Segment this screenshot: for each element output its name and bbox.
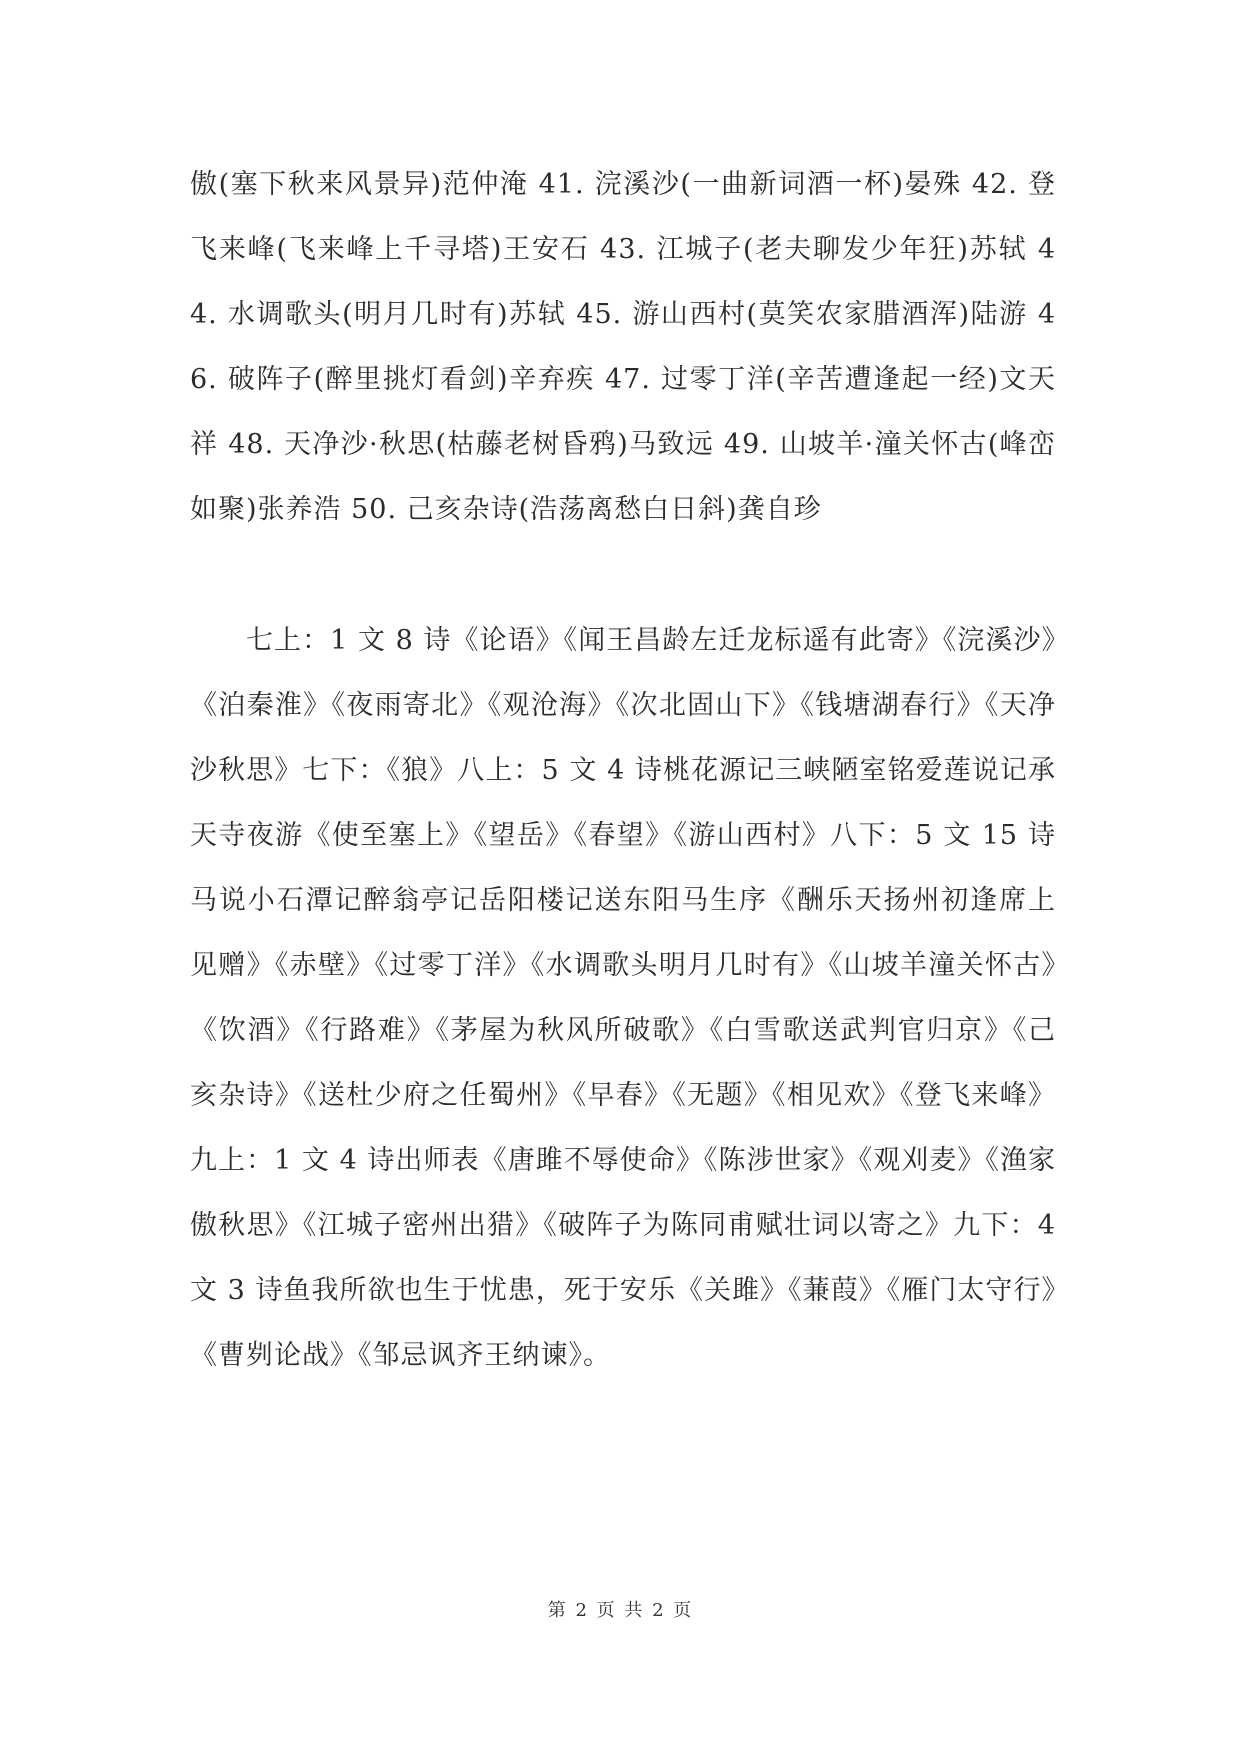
page-number-footer: 第 2 页 共 2 页 [547,1600,694,1621]
poem-list-paragraph: 傲(塞下秋来风景异)范仲淹 41. 浣溪沙(一曲新词酒一杯)晏殊 42. 登飞来峰(飞来峰上千寻塔)王安石 43. 江城子(老夫聊发少年狂)苏轼 44. 水调歌头(明月几时有)苏轼 45. 游山西村(莫笑农家腊酒浑)陆游 46. 破阵子(醉里挑灯看剑)辛弃疾 47. 过零丁洋(辛苦遭逢起一经)文天祥 48. 天净沙·秋思(枯藤老树昏鸦)马致远 49. 山坡羊·潼关怀古(峰峦如聚)张养浩 50. 己亥杂诗(浩荡离愁白日斜)龚自珍 [190,169,1056,525]
curriculum-summary-paragraph: 七上：1 文 8 诗《论语》《闻王昌龄左迁龙标遥有此寄》《浣溪沙》《泊秦淮》《夜雨寄北》《观沧海》《次北固山下》《钱塘湖春行》《天净沙秋思》七下：《狼》八上：5 文 4 诗桃花源记三峡陋室铭爱莲说记承天寺夜游《使至塞上》《望岳》《春望》《游山西村》八下：5 文 15 诗马说小石潭记醉翁亭记岳阳楼记送东阳马生序《酬乐天扬州初逢席上见赠》《赤壁》《过零丁洋》《水调歌头明月几时有》《山坡羊潼关怀古》《饮酒》《行路难》《茅屋为秋风所破歌》《白雪歌送武判官归京》《己亥杂诗》《送杜少府之任蜀州》《早春》《无题》《相见欢》《登飞来峰》九上：1 文 4 诗出师表《唐雎不辱使命》《陈涉世家》《观刈麦》《渔家傲秋思》《江城子密州出猎》《破阵子为陈同甫赋壮词以寄之》九下：4 文 3 诗鱼我所欲也生于忧患，死于安乐《关雎》《蒹葭》《雁门太守行》《曹刿论战》《邹忌讽齐王纳谏》。 [190,625,1056,1371]
